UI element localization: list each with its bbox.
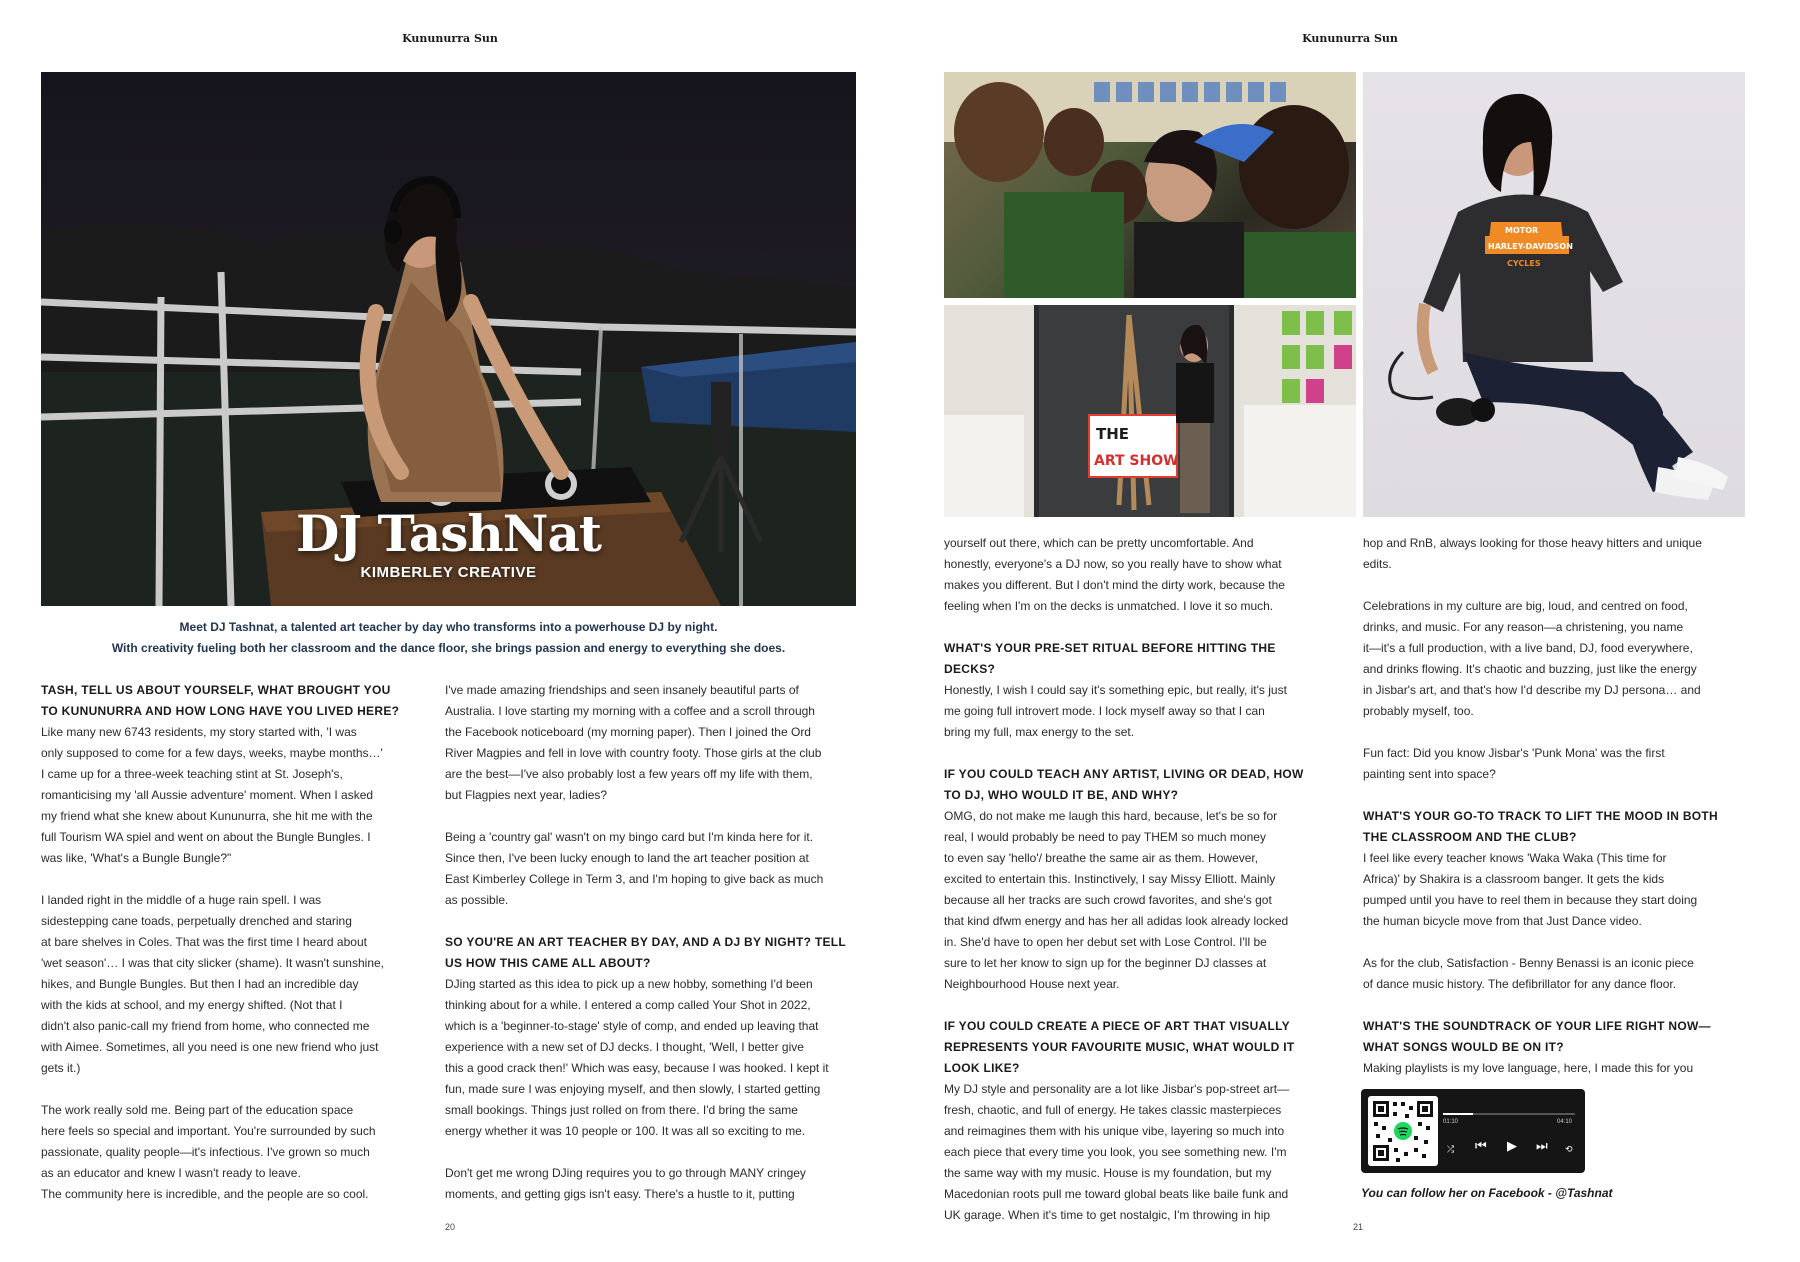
heading-line: REPRESENTS YOUR FAVOURITE MUSIC, WHAT WOULD IT — [944, 1040, 1295, 1054]
intro-text — [41, 617, 856, 659]
text-line: painting sent into space? — [1363, 767, 1496, 781]
text-line: and drinks flowing. It's chaotic and buzzing, just like the energy — [1363, 662, 1697, 676]
column-3 — [944, 533, 1356, 1226]
text-line: in. She'd have to open her debut set with Lose Control. I'll be — [944, 935, 1267, 949]
text-line: feeling when I'm on the decks is unmatched. I love it so much. — [944, 599, 1274, 613]
text-line: The community here is incredible, and the people are so cool. — [41, 1187, 369, 1201]
masthead-left: Kununurra Sun — [402, 32, 498, 45]
text-line: I landed right in the middle of a huge rain spell. I was — [41, 893, 322, 907]
text-line: with Aimee. Sometimes, all you need is one new friend who just — [41, 1040, 379, 1054]
text-line: Africa)' by Shakira is a classroom banger. It gets the kids — [1363, 872, 1665, 886]
text-line: I came up for a three-week teaching stint at St. Joseph's, — [41, 767, 343, 781]
text-line: it—it's a full production, with a live band, DJ, food everywhere, — [1363, 641, 1693, 655]
paragraph — [445, 1163, 885, 1205]
text-line: I feel like every teacher knows 'Waka Waka (This time for — [1363, 851, 1667, 865]
text-line: Macedonian roots pull me toward global beats like baile funk and — [944, 1187, 1289, 1201]
text-line: The work really sold me. Being part of the education space — [41, 1103, 354, 1117]
text-line: at bare shelves in Coles. That was the first time I heard about — [41, 935, 367, 949]
text-line: because all her tracks are such crowd favorites, and she's got — [944, 893, 1272, 907]
text-line: and reimagines them with his unique vibe, layering so much into — [944, 1124, 1285, 1138]
play-icon[interactable]: ▶ — [1507, 1138, 1517, 1153]
text-line: small bookings. Things just rolled on from there. I'd bring the same — [445, 1103, 798, 1117]
text-line: I've made amazing friendships and seen insanely beautiful parts of — [445, 683, 799, 697]
text-line: Neighbourhood House next year. — [944, 977, 1120, 991]
hero-photo — [41, 72, 856, 606]
text-line: sidestepping cane toads, perpetually drenched and staring — [41, 914, 352, 928]
text-line: moments, and getting gigs isn't easy. There's a hustle to it, putting — [445, 1187, 795, 1201]
page-number-left: 20 — [445, 1222, 456, 1232]
text-line: sure to let her know to sign up for the beginner DJ classes at — [944, 956, 1267, 970]
text-line: real, I would probably be need to pay THEM so much money — [944, 830, 1266, 844]
art-sign-line-2: ART SHOW — [1094, 453, 1179, 469]
paragraph — [944, 806, 1356, 995]
text-line: here feels so special and important. You're surrounded by such — [41, 1124, 376, 1138]
heading-line: US HOW THIS CAME ALL ABOUT? — [445, 956, 651, 970]
paragraph — [944, 680, 1356, 743]
text-line: Since then, I've been lucky enough to land the art teacher position at — [445, 851, 809, 865]
paragraph — [445, 680, 885, 806]
intro-line: Meet DJ Tashnat, a talented art teacher by day who transforms into a powerhouse DJ by night. — [179, 620, 718, 634]
text-line: each piece that every time you look, you see something new. I'm — [944, 1145, 1287, 1159]
portrait-photo — [1363, 72, 1745, 517]
text-line: fun, made sure I was enjoying myself, and then slowly, I started getting — [445, 1082, 821, 1096]
text-line: hop and RnB, always looking for those heavy hitters and unique — [1363, 536, 1702, 550]
text-line: me going full introvert mode. I lock myself away so that I can — [944, 704, 1265, 718]
text-line: makes you different. But I don't mind the dirty work, because the — [944, 578, 1285, 592]
hero-title: DJ TashNat — [296, 504, 601, 563]
heading-go-to-track — [1363, 806, 1763, 848]
text-line: gets it.) — [41, 1061, 81, 1075]
heading-tash-intro — [41, 680, 431, 722]
heading-pre-set-ritual — [944, 638, 1356, 680]
text-line: was like, 'What's a Bungle Bungle?" — [41, 851, 232, 865]
text-line: experience with a new set of DJ decks. I thought, 'Well, I better give — [445, 1040, 804, 1054]
heading-line: TO DJ, WHO WOULD IT BE, AND WHY? — [944, 788, 1179, 802]
paragraph — [1363, 848, 1763, 932]
text-line: but Flagpies next year, ladies? — [445, 788, 608, 802]
text-line: the human bicycle move from that Just Dance video. — [1363, 914, 1642, 928]
text-line: bring my full, max energy to the set. — [944, 725, 1135, 739]
text-line: as possible. — [445, 893, 509, 907]
classroom-illustration — [944, 72, 1356, 298]
heading-line: WHAT'S YOUR PRE-SET RITUAL BEFORE HITTING THE — [944, 641, 1276, 655]
text-line: OMG, do not make me laugh this hard, because, let's be so for — [944, 809, 1278, 823]
heading-art-teacher-dj — [445, 932, 885, 974]
text-line: Celebrations in my culture are big, loud, and centred on food, — [1363, 599, 1688, 613]
previous-icon[interactable]: ⏮ — [1475, 1138, 1487, 1153]
heading-line: LOOK LIKE? — [944, 1061, 1020, 1075]
text-line: excited to entertain this. Instinctively, I say Missy Elliott. Mainly — [944, 872, 1276, 886]
text-line: pumped until you have to reel them in because they start doing — [1363, 893, 1698, 907]
text-line: as an educator and knew I wasn't ready to leave. — [41, 1166, 301, 1180]
art-show-photo — [944, 305, 1356, 517]
classroom-selfie-photo — [944, 72, 1356, 298]
paragraph — [944, 1079, 1356, 1226]
paragraph — [1363, 953, 1763, 995]
text-line: to even say 'hello'/ breathe the same air as them. However, — [944, 851, 1259, 865]
paragraph — [41, 722, 431, 869]
text-line: the Facebook noticeboard (my morning paper). Then I joined the Ord — [445, 725, 811, 739]
column-1 — [41, 680, 431, 1205]
heading-soundtrack — [1363, 1016, 1763, 1058]
paragraph — [445, 974, 885, 1142]
text-line: Australia. I love starting my morning with a coffee and a scroll through — [445, 704, 815, 718]
text-line: edits. — [1363, 557, 1392, 571]
paragraph — [41, 1100, 431, 1205]
time-total: 04:10 — [1557, 1119, 1573, 1125]
text-line: fresh, chaotic, and full of energy. He takes classic masterpieces — [944, 1103, 1282, 1117]
text-line: of dance music history. The defibrillator for any dance floor. — [1363, 977, 1677, 991]
page-number-right: 21 — [1353, 1222, 1364, 1232]
paragraph — [41, 890, 431, 1079]
text-line: my friend what she knew about Kununurra, she hit me with the — [41, 809, 373, 823]
time-elapsed: 01:10 — [1443, 1119, 1459, 1125]
text-line: hikes, and Bungle Bungles. But then I had an incredible day — [41, 977, 359, 991]
text-line: Honestly, I wish I could say it's something epic, but really, it's just — [944, 683, 1287, 697]
heading-line: WHAT SONGS WOULD BE ON IT? — [1363, 1040, 1564, 1054]
art-sign-line-1: THE — [1096, 425, 1130, 443]
text-line: DJing started as this idea to pick up a new hobby, something I'd been — [445, 977, 813, 991]
text-line: in Jisbar's art, and that's how I'd describe my DJ persona… and — [1363, 683, 1701, 697]
paragraph — [445, 827, 885, 911]
text-line: with the kids at school, and my energy shifted. (Not that I — [41, 998, 343, 1012]
text-line: River Magpies and fell in love with country footy. Those girls at the club — [445, 746, 822, 760]
text-line: 'wet season'… I was that city slicker (shame). It wasn't sunshine, — [41, 956, 385, 970]
tshirt-top-text: MOTOR — [1505, 226, 1539, 235]
intro-line: With creativity fueling both her classroom and the dance floor, she brings passion and energy to everything she does. — [111, 641, 786, 655]
paragraph — [1363, 533, 1763, 575]
paragraph — [1363, 743, 1763, 785]
spotify-player-widget[interactable] — [1361, 1089, 1585, 1173]
playback-progress-bar[interactable] — [1443, 1113, 1575, 1115]
heading-line: IF YOU COULD TEACH ANY ARTIST, LIVING OR DEAD, HOW — [944, 767, 1304, 781]
column-4 — [1363, 533, 1763, 1079]
text-line: energy whether it was 10 people or 100. It was all so exciting to me. — [445, 1124, 806, 1138]
tshirt-bottom-text: CYCLES — [1507, 259, 1541, 268]
text-line: UK garage. When it's time to get nostalgic, I'm throwing in hip — [944, 1208, 1271, 1222]
text-line: yourself out there, which can be pretty uncomfortable. And — [944, 536, 1254, 550]
heading-line: WHAT'S THE SOUNDTRACK OF YOUR LIFE RIGHT NOW— — [1363, 1019, 1711, 1033]
text-line: probably myself, too. — [1363, 704, 1474, 718]
text-line: which is a 'beginner-to-stage' style of comp, and ended up leaving that — [445, 1019, 819, 1033]
heading-line: DECKS? — [944, 662, 996, 676]
text-line: drinks, and music. For any reason—a christening, you name — [1363, 620, 1684, 634]
spotify-qr-code[interactable] — [1368, 1096, 1438, 1166]
text-line: Like many new 6743 residents, my story started with, 'I was — [41, 725, 357, 739]
heading-line: IF YOU COULD CREATE A PIECE OF ART THAT VISUALLY — [944, 1019, 1290, 1033]
text-line: are the best—I've also probably lost a few years off my life with them, — [445, 767, 813, 781]
masthead-right: Kununurra Sun — [1302, 32, 1398, 45]
facebook-follow: You can follow her on Facebook - @Tashnat — [1361, 1186, 1613, 1200]
text-line: As for the club, Satisfaction - Benny Benassi is an iconic piece — [1363, 956, 1694, 970]
next-icon[interactable]: ⏭ — [1536, 1138, 1548, 1153]
paragraph — [1363, 1058, 1763, 1079]
text-line: didn't also panic-call my friend from home, who connected me — [41, 1019, 370, 1033]
text-line: Fun fact: Did you know Jisbar's 'Punk Mona' was the first — [1363, 746, 1665, 760]
text-line: that kind dfwm energy and has her all adidas look already locked — [944, 914, 1289, 928]
paragraph — [944, 533, 1356, 617]
heading-line: WHAT'S YOUR GO-TO TRACK TO LIFT THE MOOD IN BOTH — [1363, 809, 1719, 823]
text-line: Making playlists is my love language, here, I made this for you — [1363, 1061, 1694, 1075]
art-show-illustration — [944, 305, 1356, 517]
heading-art-of-music — [944, 1016, 1356, 1079]
text-line: honestly, everyone's a DJ now, so you really have to show what — [944, 557, 1282, 571]
tshirt-brand-text: HARLEY-DAVIDSON — [1488, 242, 1573, 251]
text-line: full Tourism WA spiel and went on about the Bungle Bungles. I — [41, 830, 371, 844]
text-line: My DJ style and personality are a lot like Jisbar's pop-street art— — [944, 1082, 1290, 1096]
text-line: only supposed to come for a few days, weeks, maybe months…' — [41, 746, 383, 760]
text-line: Don't get me wrong DJing requires you to go through MANY cringey — [445, 1166, 806, 1180]
heading-teach-any-artist — [944, 764, 1356, 806]
heading-line: SO YOU'RE AN ART TEACHER BY DAY, AND A DJ BY NIGHT? TELL — [445, 935, 847, 949]
heading-line: TO KUNUNURRA AND HOW LONG HAVE YOU LIVED HERE? — [41, 704, 400, 718]
shuffle-icon[interactable]: ⤮ — [1447, 1144, 1455, 1154]
text-line: this a good crack then!' Which was easy, because I was hooked. I kept it — [445, 1061, 829, 1075]
hero-subtitle: KIMBERLEY CREATIVE — [360, 564, 537, 581]
text-line: the same way with my music. House is my foundation, but my — [944, 1166, 1272, 1180]
repeat-icon[interactable]: ⟲ — [1565, 1144, 1573, 1154]
paragraph — [1363, 596, 1763, 722]
column-2 — [445, 680, 885, 1205]
portrait-illustration — [1363, 72, 1745, 517]
heading-line: TASH, TELL US ABOUT YOURSELF, WHAT BROUGHT YOU — [41, 683, 391, 697]
text-line: thinking about for a while. I entered a comp called Your Shot in 2022, — [445, 998, 811, 1012]
text-line: East Kimberley College in Term 3, and I'm hoping to give back as much — [445, 872, 824, 886]
text-line: passionate, quality people—it's infectious. I've grown so much — [41, 1145, 370, 1159]
playback-progress-fill — [1443, 1113, 1473, 1115]
text-line: Being a 'country gal' wasn't on my bingo card but I'm kinda here for it. — [445, 830, 814, 844]
text-line: romanticising my 'all Aussie adventure' moment. When I asked — [41, 788, 374, 802]
heading-line: THE CLASSROOM AND THE CLUB? — [1363, 830, 1577, 844]
qr-code-icon — [1368, 1096, 1438, 1166]
